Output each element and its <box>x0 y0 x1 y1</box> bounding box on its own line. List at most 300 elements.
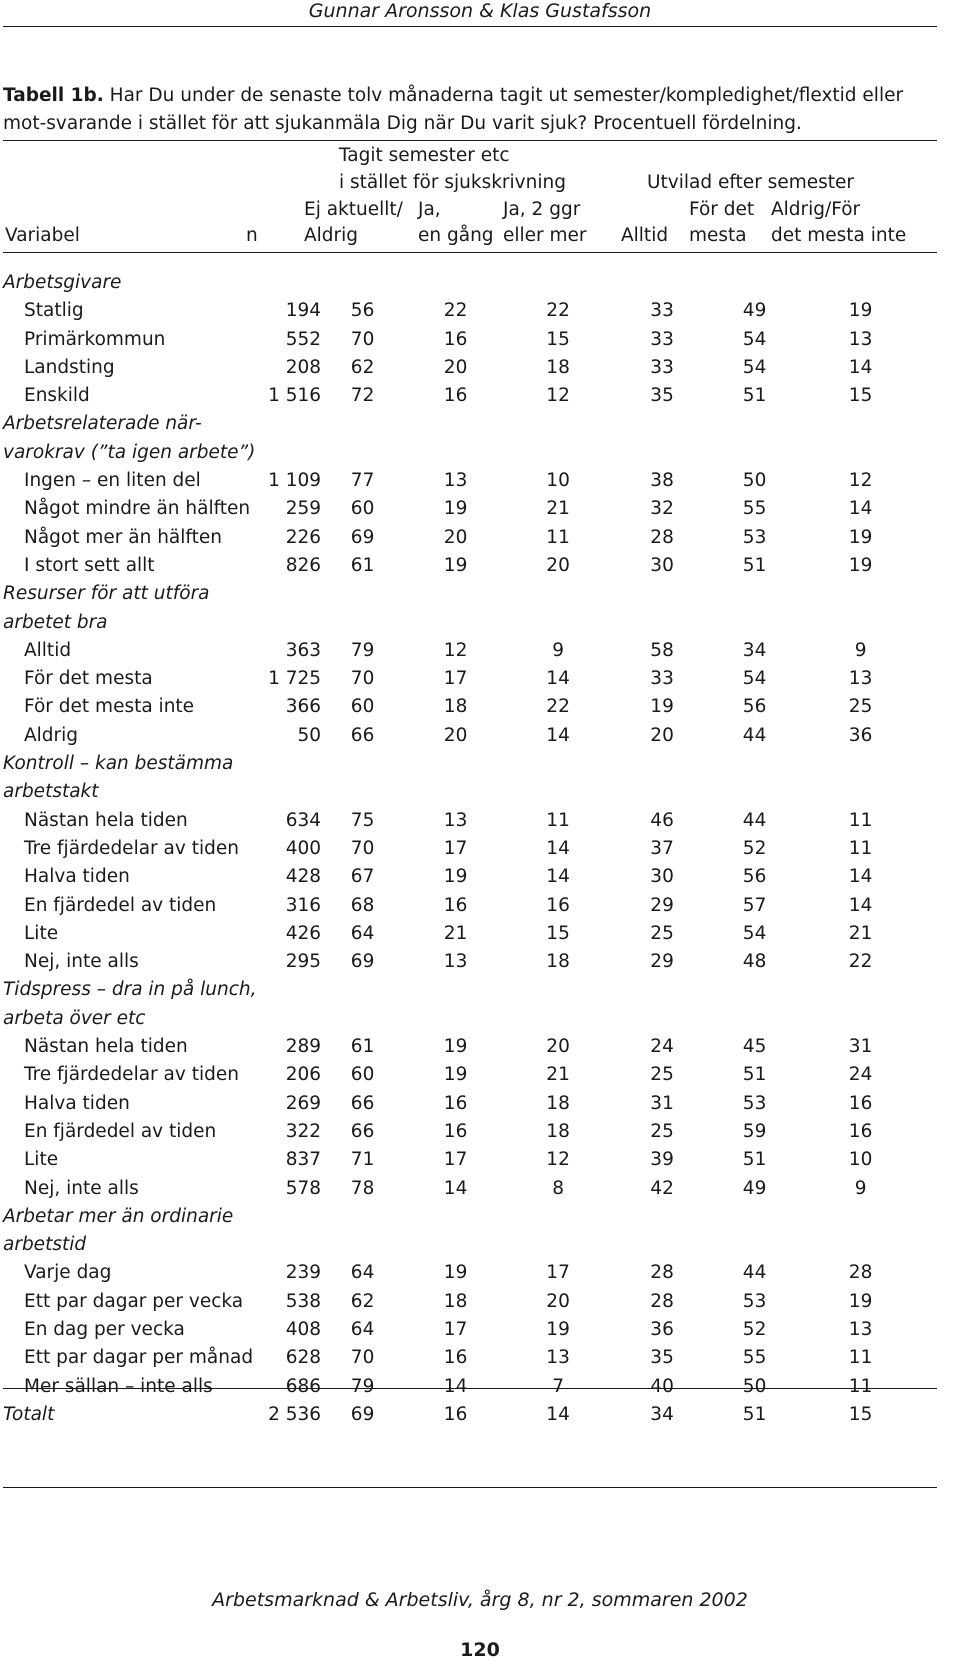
cell-value: 13 <box>546 1347 570 1369</box>
cell-value: 11 <box>848 1375 873 1397</box>
col-header-af-2: det mesta inte <box>771 225 907 246</box>
cell-value: 67 <box>350 866 375 888</box>
cell-value: 11 <box>848 809 873 831</box>
section-label: Resurser för att utföra <box>3 583 210 605</box>
journal-footer: Arbetsmarknad & Arbetsliv, årg 8, nr 2, sommaren 2002 <box>212 1589 748 1611</box>
cell-value: 20 <box>650 724 674 746</box>
cell-value: 21 <box>848 922 873 944</box>
table-row <box>3 1090 927 1118</box>
section-label: Arbetar mer än ordinarie <box>3 1205 234 1227</box>
cell-value: 14 <box>443 1177 468 1199</box>
col-header-fdm-1: För det <box>689 199 755 220</box>
cell-value: 20 <box>443 526 468 548</box>
cell-value: 19 <box>443 1036 468 1058</box>
col-header-alltid: Alltid <box>621 225 669 246</box>
cell-n: 538 <box>285 1290 322 1312</box>
cell-value: 14 <box>848 498 873 520</box>
cell-value: 55 <box>742 498 767 520</box>
row-label: Lite <box>24 1149 59 1171</box>
cell-value: 30 <box>650 866 674 888</box>
section-row <box>3 778 927 806</box>
cell-value: 17 <box>443 1149 468 1171</box>
cell-value: 70 <box>350 328 375 350</box>
table-row <box>3 920 927 948</box>
table-caption-text: Har Du under de senaste tolv månaderna tagit ut semester/kompledighet/flextid eller mot-svarande i stället för att sjukanmäla Dig när Du varit sjuk? Procentuell fördelning. <box>3 85 904 134</box>
table-row <box>3 1061 927 1089</box>
cell-value: 13 <box>443 470 468 492</box>
col-header-ja2-2: eller mer <box>503 225 587 246</box>
cell-value: 9 <box>552 639 564 661</box>
section-row <box>3 269 927 297</box>
section-label: Tidspress – dra in på lunch, <box>3 979 257 1001</box>
cell-value: 9 <box>854 1177 867 1199</box>
cell-n: 578 <box>285 1177 322 1199</box>
col-header-ja2-1: Ja, 2 ggr <box>503 199 581 220</box>
section-label: varokrav (”ta igen arbete”) <box>3 441 256 463</box>
cell-value: 51 <box>742 1403 767 1425</box>
cell-value: 20 <box>546 554 570 576</box>
table-row <box>3 1146 927 1174</box>
cell-value: 13 <box>848 328 873 350</box>
cell-value: 16 <box>848 1120 873 1142</box>
row-label: Halva tiden <box>24 1092 130 1114</box>
cell-value: 15 <box>546 328 570 350</box>
cell-value: 32 <box>650 498 674 520</box>
cell-value: 18 <box>546 356 570 378</box>
section-row <box>3 1231 927 1259</box>
row-label: Lite <box>24 922 59 944</box>
row-label: Alltid <box>24 639 72 661</box>
section-label: arbetstakt <box>3 781 99 803</box>
cell-value: 19 <box>443 1064 468 1086</box>
cell-value: 15 <box>848 1403 873 1425</box>
cell-n: 322 <box>285 1120 322 1142</box>
cell-value: 19 <box>848 526 873 548</box>
cell-value: 20 <box>546 1290 570 1312</box>
cell-value: 16 <box>443 385 468 407</box>
cell-n: 1 109 <box>268 470 322 492</box>
cell-value: 62 <box>350 356 375 378</box>
row-label: För det mesta inte <box>24 696 195 718</box>
cell-value: 54 <box>742 356 767 378</box>
cell-value: 33 <box>650 328 674 350</box>
cell-n: 428 <box>285 866 322 888</box>
cell-value: 66 <box>350 1120 375 1142</box>
cell-n: 2 536 <box>268 1403 322 1425</box>
cell-value: 70 <box>350 668 375 690</box>
cell-value: 56 <box>742 866 767 888</box>
table-row <box>3 835 927 863</box>
cell-value: 19 <box>443 498 468 520</box>
cell-value: 22 <box>546 696 570 718</box>
cell-value: 39 <box>650 1149 674 1171</box>
cell-value: 16 <box>443 1120 468 1142</box>
cell-value: 19 <box>443 866 468 888</box>
row-label: Nästan hela tiden <box>24 1036 188 1058</box>
cell-n: 1 725 <box>268 668 322 690</box>
section-label: Arbetsrelaterade när- <box>3 413 202 435</box>
cell-value: 14 <box>546 1403 570 1425</box>
cell-n: 316 <box>285 894 322 916</box>
cell-value: 61 <box>350 554 375 576</box>
section-label: Kontroll – kan bestämma <box>3 753 234 775</box>
cell-value: 38 <box>650 470 674 492</box>
cell-value: 11 <box>848 1347 873 1369</box>
cell-value: 17 <box>443 1318 468 1340</box>
cell-value: 21 <box>546 1064 570 1086</box>
table-row <box>3 297 927 325</box>
cell-value: 18 <box>546 1092 570 1114</box>
running-head: Gunnar Aronsson & Klas Gustafsson <box>308 0 652 22</box>
header-bottom-rule <box>3 252 937 253</box>
cell-value: 14 <box>848 894 873 916</box>
row-label: Varje dag <box>24 1262 112 1284</box>
cell-value: 13 <box>848 668 873 690</box>
cell-value: 17 <box>443 837 468 859</box>
row-label: Mer sällan – inte alls <box>24 1375 213 1397</box>
cell-n: 269 <box>285 1092 322 1114</box>
cell-value: 56 <box>742 696 767 718</box>
cell-value: 19 <box>848 554 873 576</box>
table-top-rule <box>3 140 937 141</box>
cell-value: 21 <box>443 922 468 944</box>
cell-value: 44 <box>742 809 767 831</box>
row-label: Något mindre än hälften <box>24 498 251 520</box>
cell-value: 64 <box>350 1262 375 1284</box>
cell-value: 34 <box>650 1403 674 1425</box>
cell-value: 60 <box>350 498 375 520</box>
cell-value: 13 <box>848 1318 873 1340</box>
table-row <box>3 1288 927 1316</box>
table-row <box>3 637 927 665</box>
table-row <box>3 524 927 552</box>
cell-value: 25 <box>650 922 674 944</box>
cell-value: 31 <box>848 1036 873 1058</box>
cell-value: 66 <box>350 1092 375 1114</box>
cell-n: 50 <box>297 724 322 746</box>
table-row <box>3 1344 927 1372</box>
cell-value: 14 <box>848 866 873 888</box>
table-row <box>3 467 927 495</box>
cell-value: 12 <box>546 385 570 407</box>
table-row <box>3 326 927 354</box>
cell-value: 16 <box>443 1347 468 1369</box>
cell-value: 20 <box>443 724 468 746</box>
cell-n: 194 <box>285 300 322 322</box>
cell-value: 54 <box>742 922 767 944</box>
col-header-n: n <box>246 225 258 246</box>
cell-value: 51 <box>742 1149 767 1171</box>
cell-value: 33 <box>650 300 674 322</box>
cell-n: 363 <box>285 639 322 661</box>
cell-value: 50 <box>742 1375 767 1397</box>
cell-value: 20 <box>546 1036 570 1058</box>
cell-value: 22 <box>443 300 468 322</box>
cell-n: 408 <box>285 1318 322 1340</box>
cell-value: 12 <box>443 639 468 661</box>
cell-value: 9 <box>854 639 867 661</box>
cell-n: 1 516 <box>268 385 322 407</box>
col-header-ej-2: Aldrig <box>304 225 359 246</box>
section-row <box>3 750 927 778</box>
table-label: Tabell 1b. <box>3 85 104 106</box>
cell-value: 66 <box>350 724 375 746</box>
cell-value: 78 <box>350 1177 375 1199</box>
cell-value: 28 <box>650 526 674 548</box>
cell-value: 59 <box>742 1120 767 1142</box>
cell-value: 22 <box>848 951 873 973</box>
cell-value: 21 <box>546 498 570 520</box>
cell-value: 28 <box>650 1290 674 1312</box>
cell-value: 35 <box>650 1347 674 1369</box>
row-label: Ingen – en liten del <box>24 470 201 492</box>
cell-value: 58 <box>650 639 674 661</box>
col-header-af-1: Aldrig/För <box>771 199 861 220</box>
cell-value: 33 <box>650 356 674 378</box>
cell-value: 77 <box>350 470 375 492</box>
cell-value: 8 <box>552 1177 564 1199</box>
table-row <box>3 1373 927 1401</box>
cell-n: 628 <box>285 1347 322 1369</box>
col-header-ej-1: Ej aktuellt/ <box>304 199 403 220</box>
cell-value: 18 <box>443 696 468 718</box>
cell-value: 53 <box>742 526 767 548</box>
cell-n: 686 <box>285 1375 322 1397</box>
cell-value: 19 <box>546 1318 570 1340</box>
table-row <box>3 354 927 382</box>
col-header-ja1-1: Ja, <box>418 199 441 220</box>
cell-n: 837 <box>285 1149 322 1171</box>
cell-n: 206 <box>285 1064 322 1086</box>
row-label: Enskild <box>24 385 90 407</box>
cell-value: 13 <box>443 951 468 973</box>
row-label: För det mesta <box>24 668 153 690</box>
section-row <box>3 410 927 438</box>
cell-value: 22 <box>546 300 570 322</box>
cell-value: 48 <box>742 951 767 973</box>
cell-value: 16 <box>546 894 570 916</box>
cell-value: 57 <box>742 894 767 916</box>
cell-value: 13 <box>443 809 468 831</box>
table-row <box>3 1259 927 1287</box>
page-number: 120 <box>460 1639 500 1661</box>
cell-value: 18 <box>443 1290 468 1312</box>
cell-value: 16 <box>443 1092 468 1114</box>
cell-value: 18 <box>546 1120 570 1142</box>
cell-value: 46 <box>650 809 674 831</box>
cell-value: 19 <box>848 300 873 322</box>
cell-value: 12 <box>848 470 873 492</box>
cell-value: 24 <box>848 1064 873 1086</box>
cell-value: 55 <box>742 1347 767 1369</box>
cell-value: 70 <box>350 837 375 859</box>
cell-value: 36 <box>650 1318 674 1340</box>
cell-value: 51 <box>742 1064 767 1086</box>
row-label: Något mer än hälften <box>24 526 222 548</box>
row-label: Ett par dagar per vecka <box>24 1290 244 1312</box>
row-label: Nej, inte alls <box>24 1177 139 1199</box>
row-label: En fjärdedel av tiden <box>24 1120 217 1142</box>
cell-value: 19 <box>848 1290 873 1312</box>
header-rule <box>3 26 937 27</box>
cell-n: 634 <box>285 809 322 831</box>
row-label: I stort sett allt <box>24 554 155 576</box>
cell-n: 366 <box>285 696 322 718</box>
cell-value: 53 <box>742 1290 767 1312</box>
cell-value: 14 <box>546 724 570 746</box>
cell-value: 52 <box>742 837 767 859</box>
cell-value: 72 <box>350 385 375 407</box>
cell-n: 826 <box>285 554 322 576</box>
cell-value: 25 <box>650 1120 674 1142</box>
cell-value: 40 <box>650 1375 674 1397</box>
col-header-ja1-2: en gång <box>418 225 494 246</box>
cell-n: 208 <box>285 356 322 378</box>
cell-value: 42 <box>650 1177 674 1199</box>
table-row <box>3 495 927 523</box>
table-row <box>3 1118 927 1146</box>
cell-value: 79 <box>350 639 375 661</box>
cell-value: 36 <box>848 724 873 746</box>
cell-value: 19 <box>443 554 468 576</box>
cell-n: 400 <box>285 837 322 859</box>
row-label: Nästan hela tiden <box>24 809 188 831</box>
cell-value: 64 <box>350 1318 375 1340</box>
table-row <box>3 863 927 891</box>
cell-n: 226 <box>285 526 322 548</box>
cell-value: 54 <box>742 668 767 690</box>
cell-value: 44 <box>742 1262 767 1284</box>
cell-value: 24 <box>650 1036 674 1058</box>
cell-value: 11 <box>546 809 570 831</box>
cell-value: 16 <box>848 1092 873 1114</box>
cell-value: 49 <box>742 1177 767 1199</box>
cell-value: 50 <box>742 470 767 492</box>
cell-value: 19 <box>443 1262 468 1284</box>
cell-value: 70 <box>350 1347 375 1369</box>
cell-n: 239 <box>285 1262 322 1284</box>
cell-value: 18 <box>546 951 570 973</box>
cell-value: 11 <box>546 526 570 548</box>
section-label: arbeta över etc <box>3 1007 146 1029</box>
row-label: En fjärdedel av tiden <box>24 894 217 916</box>
cell-value: 35 <box>650 385 674 407</box>
table-row <box>3 552 927 580</box>
section-row <box>3 439 927 467</box>
table-body <box>3 269 927 1429</box>
cell-n: 426 <box>285 922 322 944</box>
cell-n: 552 <box>285 328 322 350</box>
row-label: Primärkommun <box>24 328 166 350</box>
cell-value: 45 <box>742 1036 767 1058</box>
cell-value: 16 <box>443 328 468 350</box>
cell-value: 12 <box>546 1149 570 1171</box>
cell-value: 25 <box>848 696 873 718</box>
row-label: En dag per vecka <box>24 1318 185 1340</box>
cell-value: 14 <box>546 866 570 888</box>
table-row <box>3 1033 927 1061</box>
cell-value: 7 <box>552 1375 564 1397</box>
cell-value: 30 <box>650 554 674 576</box>
cell-value: 31 <box>650 1092 674 1114</box>
cell-value: 33 <box>650 668 674 690</box>
cell-value: 15 <box>848 385 873 407</box>
cell-value: 25 <box>650 1064 674 1086</box>
cell-value: 51 <box>742 385 767 407</box>
section-label: arbetet bra <box>3 611 108 633</box>
section-label: arbetstid <box>3 1234 87 1256</box>
table-row <box>3 382 927 410</box>
footer-rule <box>3 1487 937 1488</box>
table-row <box>3 693 927 721</box>
table-row <box>3 892 927 920</box>
cell-value: 14 <box>546 837 570 859</box>
group-header-utvilad: Utvilad efter semester <box>647 172 854 193</box>
cell-value: 29 <box>650 951 674 973</box>
group-header-semester-2: i stället för sjukskrivning <box>339 172 566 193</box>
cell-value: 11 <box>848 837 873 859</box>
cell-value: 44 <box>742 724 767 746</box>
cell-value: 69 <box>350 526 375 548</box>
table-caption <box>3 82 923 138</box>
cell-value: 17 <box>546 1262 570 1284</box>
cell-value: 15 <box>546 922 570 944</box>
row-label: Halva tiden <box>24 866 130 888</box>
cell-value: 60 <box>350 696 375 718</box>
cell-value: 68 <box>350 894 375 916</box>
section-row <box>3 609 927 637</box>
row-label: Ett par dagar per månad <box>24 1347 254 1369</box>
cell-value: 37 <box>650 837 674 859</box>
cell-value: 14 <box>848 356 873 378</box>
table-row <box>3 665 927 693</box>
cell-value: 52 <box>742 1318 767 1340</box>
cell-value: 10 <box>546 470 570 492</box>
section-row <box>3 976 927 1004</box>
cell-value: 69 <box>350 951 375 973</box>
cell-value: 62 <box>350 1290 375 1312</box>
row-label: Totalt <box>3 1403 55 1425</box>
table-row <box>3 1316 927 1344</box>
cell-value: 14 <box>546 668 570 690</box>
cell-value: 53 <box>742 1092 767 1114</box>
row-label: Tre fjärdedelar av tiden <box>24 837 239 859</box>
col-header-variabel: Variabel <box>5 225 80 246</box>
table-row <box>3 1175 927 1203</box>
cell-value: 14 <box>443 1375 468 1397</box>
section-row <box>3 1005 927 1033</box>
row-label: Landsting <box>24 356 115 378</box>
row-label: Nej, inte alls <box>24 951 139 973</box>
row-label: Aldrig <box>24 724 79 746</box>
cell-n: 295 <box>285 951 322 973</box>
cell-value: 34 <box>742 639 767 661</box>
table-bottom-rule <box>3 1388 937 1389</box>
cell-value: 16 <box>443 894 468 916</box>
cell-value: 79 <box>350 1375 375 1397</box>
cell-value: 61 <box>350 1036 375 1058</box>
cell-value: 29 <box>650 894 674 916</box>
cell-value: 69 <box>350 1403 375 1425</box>
row-label: Statlig <box>24 300 84 322</box>
cell-value: 10 <box>848 1149 873 1171</box>
cell-n: 289 <box>285 1036 322 1058</box>
cell-value: 71 <box>350 1149 375 1171</box>
cell-value: 75 <box>350 809 375 831</box>
total-row <box>3 1401 927 1429</box>
section-label: Arbetsgivare <box>3 272 122 293</box>
cell-value: 19 <box>650 696 674 718</box>
